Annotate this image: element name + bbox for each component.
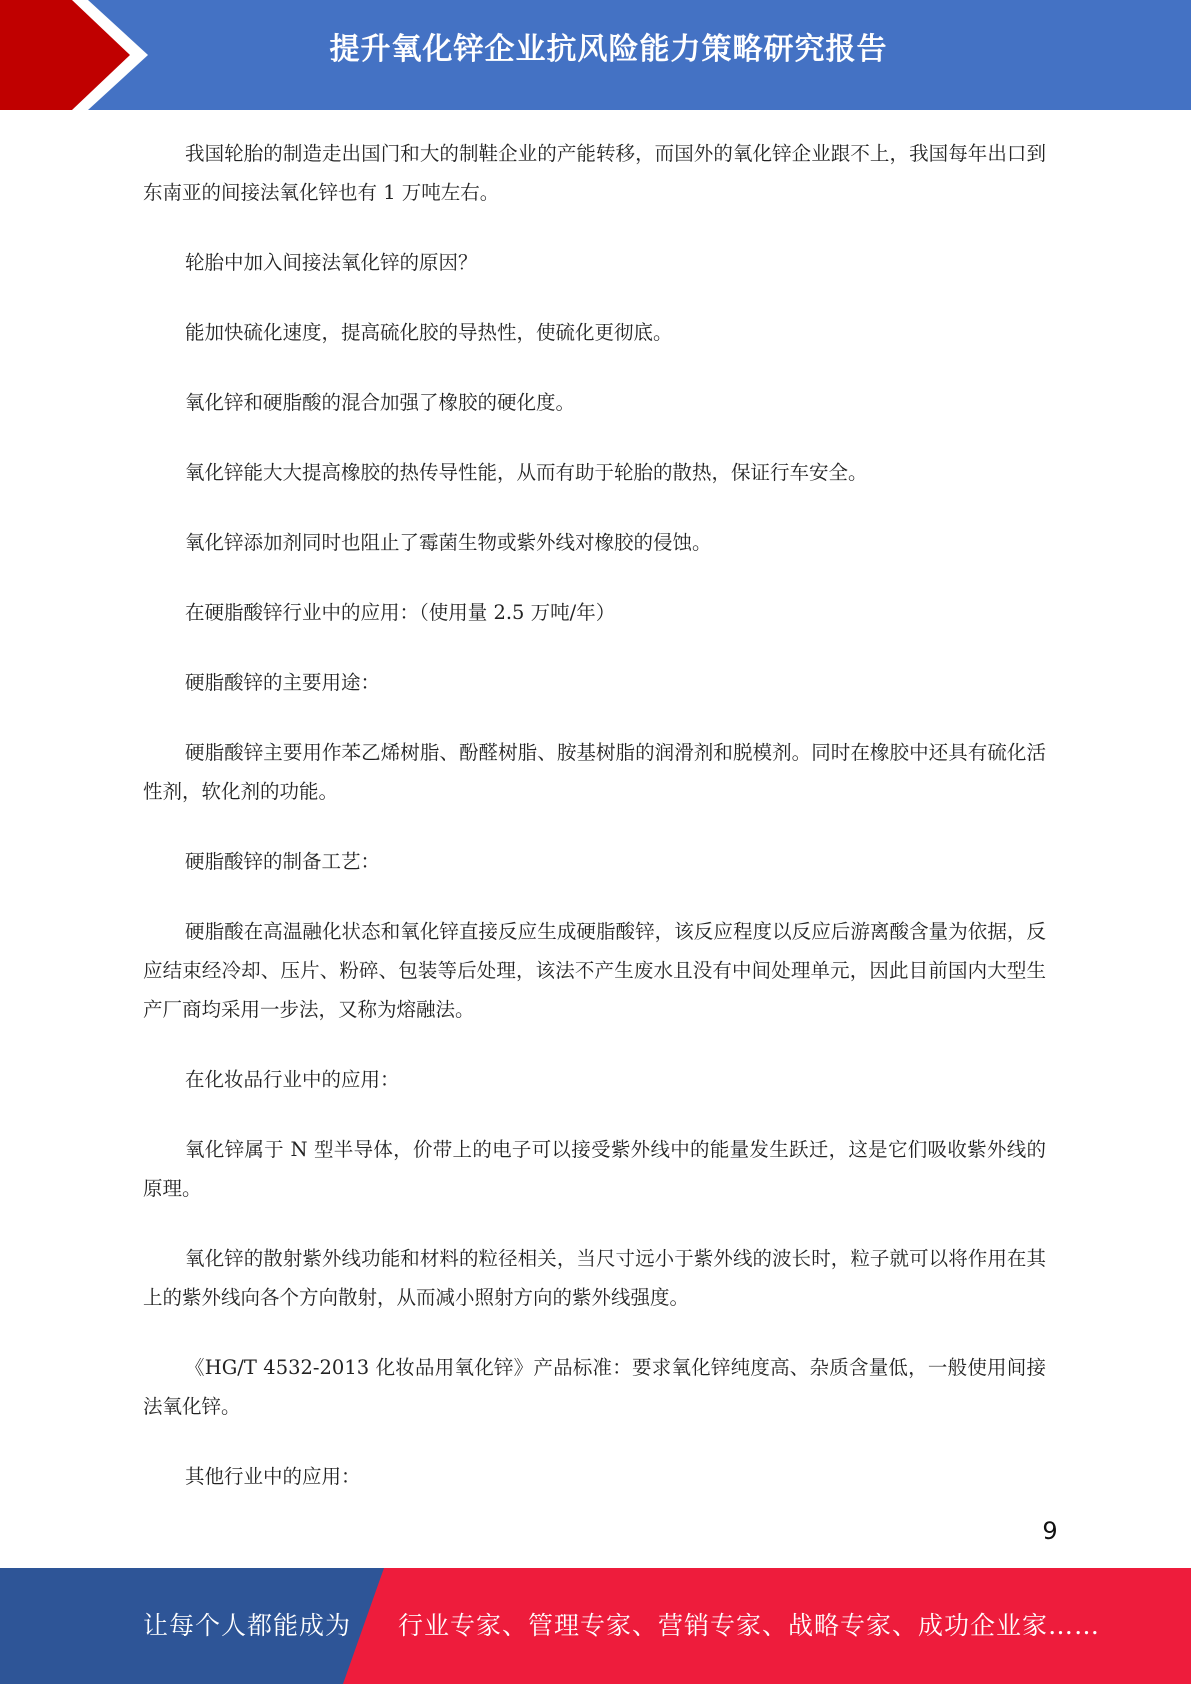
paragraph: 我国轮胎的制造走出国门和大的制鞋企业的产能转移，而国外的氧化锌企业跟不上，我国每年出口到东南亚的间接法氧化锌也有 1 万吨左右。 xyxy=(143,142,1046,204)
paragraph: 轮胎中加入间接法氧化锌的原因？ xyxy=(185,251,478,274)
page-footer xyxy=(0,1568,1191,1684)
section-heading: 在硬脂酸锌行业中的应用：（使用量 2.5 万吨/年） xyxy=(185,601,616,624)
paragraph: 硬脂酸锌的主要用途： xyxy=(185,671,381,694)
paragraph: 氧化锌属于 N 型半导体，价带上的电子可以接受紫外线中的能量发生跃迁，这是它们吸收紫外线的原理。 xyxy=(143,1138,1046,1200)
report-title: 提升氧化锌企业抗风险能力策略研究报告 xyxy=(329,32,888,67)
document-body xyxy=(143,134,1046,1527)
page-number: 9 xyxy=(1042,1517,1058,1545)
paragraph: 硬脂酸在高温融化状态和氧化锌直接反应生成硬脂酸锌，该反应程度以反应后游离酸含量为依据，反应结束经冷却、压片、粉碎、包装等后处理，该法不产生废水且没有中间处理单元，因此目前国内大型生产厂商均采用一步法，又称为熔融法。 xyxy=(143,920,1046,1021)
paragraph: 氧化锌的散射紫外线功能和材料的粒径相关，当尺寸远小于紫外线的波长时，粒子就可以将作用在其上的紫外线向各个方向散射，从而减小照射方向的紫外线强度。 xyxy=(143,1247,1046,1309)
footer-slogan-left: 让每个人都能成为 xyxy=(143,1611,352,1640)
section-heading: 其他行业中的应用： xyxy=(185,1465,361,1488)
paragraph: 《HG/T 4532-2013 化妆品用氧化锌》产品标准：要求氧化锌纯度高、杂质含量低，一般使用间接法氧化锌。 xyxy=(143,1356,1046,1418)
section-heading: 在化妆品行业中的应用： xyxy=(185,1068,400,1091)
paragraph: 硬脂酸锌主要用作苯乙烯树脂、酚醛树脂、胺基树脂的润滑剂和脱模剂。同时在橡胶中还具有硫化活性剂，软化剂的功能。 xyxy=(143,741,1046,803)
page-header xyxy=(0,0,1191,110)
paragraph: 氧化锌和硬脂酸的混合加强了橡胶的硬化度。 xyxy=(185,391,576,414)
footer-slogan-right: 行业专家、管理专家、营销专家、战略专家、成功企业家…… xyxy=(398,1611,1101,1640)
paragraph: 氧化锌能大大提高橡胶的热传导性能，从而有助于轮胎的散热，保证行车安全。 xyxy=(185,461,868,484)
paragraph: 硬脂酸锌的制备工艺： xyxy=(185,850,381,873)
paragraph: 能加快硫化速度，提高硫化胶的导热性，使硫化更彻底。 xyxy=(185,321,673,344)
paragraph: 氧化锌添加剂同时也阻止了霉菌生物或紫外线对橡胶的侵蚀。 xyxy=(185,531,712,554)
